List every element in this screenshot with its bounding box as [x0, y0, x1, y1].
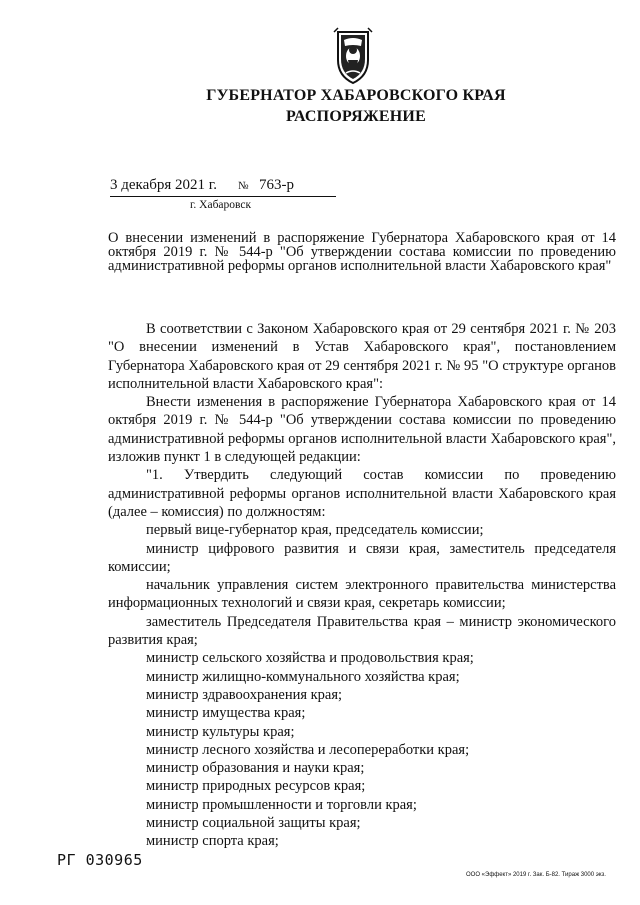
member-item: министр природных ресурсов края;: [146, 778, 366, 795]
coat-of-arms-icon: [328, 26, 378, 86]
issuer-title: ГУБЕРНАТОР ХАБАРОВСКОГО КРАЯ: [206, 87, 506, 104]
date-number-line: [110, 176, 336, 197]
member-item: министр сельского хозяйства и продовольствия края;: [146, 650, 474, 667]
document-subject: О внесении изменений в распоряжение Губернатора Хабаровского края от 14 октября 2019 г. № 544-р "Об утверждении состава комиссии по проведению административной реформы органов исполнительной власти Хабаровского края": [108, 230, 616, 274]
member-item: министр жилищно-коммунального хозяйства края;: [146, 668, 460, 685]
member-item: первый вице-губернатор края, председатель комиссии;: [146, 522, 484, 539]
member-item: министр имущества края;: [146, 705, 306, 722]
member-item: министр цифрового развития и связи края, заместитель председателя комиссии;: [108, 540, 616, 575]
member-item: министр здравоохранения края;: [146, 686, 343, 703]
member-item: министр лесного хозяйства и лесопереработки края;: [146, 741, 470, 758]
printer-imprint: ООО «Эффект» 2019 г. Зак. Б-82. Тираж 3000 экз.: [466, 872, 606, 878]
member-item: министр спорта края;: [146, 833, 279, 850]
preamble-paragraph: В соответствии с Законом Хабаровского края от 29 сентября 2021 г. № 203 "О внесении изменений в Устав Хабаровского края", постановлением Губернатора Хабаровского края от 29 сентября 2021 г. № 95 "О структуре органов исполнительной власти Хабаровского края":: [108, 321, 616, 392]
number-sign: №: [238, 180, 249, 192]
city: г. Хабаровск: [190, 199, 252, 211]
item-paragraph: "1. Утвердить следующий состав комиссии по проведению административной реформы органов исполнительной власти Хабаровского края (далее – комиссия) по должностям:: [108, 467, 616, 520]
member-item: заместитель Председателя Правительства края – министр экономического развития края;: [108, 613, 616, 649]
member-item: начальник управления систем электронного правительства министерства информационных технологий и связи края, секретарь комиссии;: [108, 577, 616, 612]
document-date: 3 декабря 2021 г.: [110, 177, 217, 193]
member-item: министр социальной защиты края;: [146, 815, 361, 832]
document-body: [108, 320, 616, 851]
member-item: министр образования и науки края;: [146, 760, 365, 777]
document-number: 763-р: [259, 177, 294, 193]
member-item: министр промышленности и торговли края;: [146, 796, 417, 813]
instruction-paragraph: Внести изменения в распоряжение Губернатора Хабаровского края от 14 октября 2019 г. № 544-р "Об утверждении состава комиссии по проведению административной реформы органов исполнительной власти Хабаровского края", изложив пункт 1 в следующей редакции:: [108, 394, 616, 466]
member-item: министр культуры края;: [146, 723, 295, 740]
document-type: РАСПОРЯЖЕНИЕ: [286, 108, 426, 125]
serial-number: РГ 030965: [57, 851, 143, 869]
